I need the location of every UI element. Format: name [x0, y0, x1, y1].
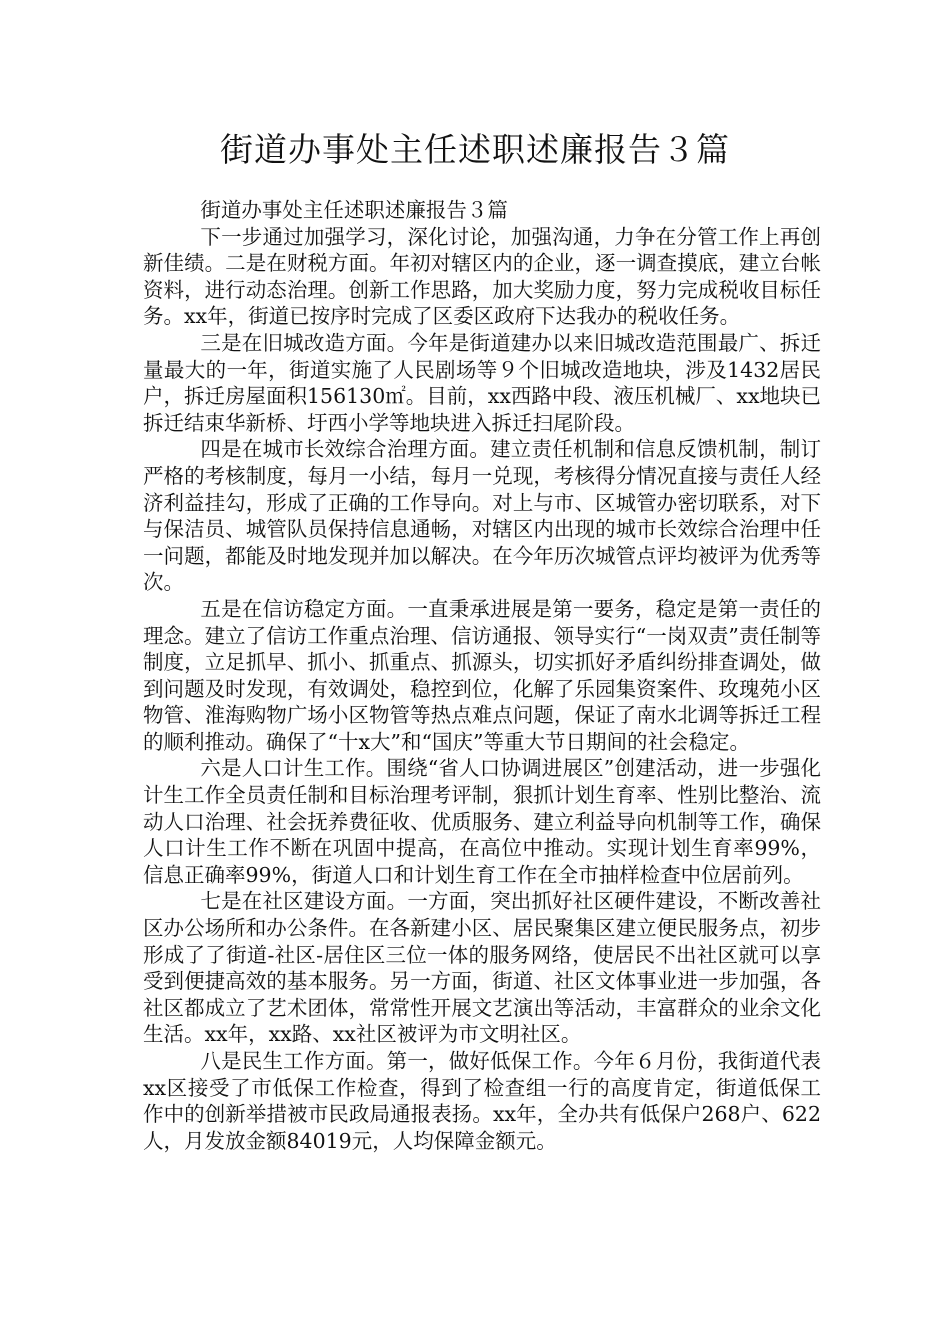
paragraph-subtitle: 街道办事处主任述职述廉报告３篇: [200, 198, 508, 222]
document-body: [143, 197, 821, 1154]
paragraph-petition-stability: 五是在信访稳定方面。一直秉承进展是第一要务，稳定是第一责任的理念。建立了信访工作重点治理、信访通报、领导实行“一岗双责”责任制等制度，立足抓早、抓小、抓重点、抓源头，切实抓好矛盾纠纷排查调处，做到问题及时发现，有效调处，稳控到位，化解了乐园集资案件、玫瑰苑小区物管、淮海购物广场小区物管等热点难点问题，保证了南水北调等拆迁工程的顺利推动。确保了“十x大”和“国庆”等重大节日期间的社会稳定。: [143, 596, 821, 754]
document-title: 街道办事处主任述职述廉报告３篇: [220, 130, 730, 169]
paragraph-community-building: 七是在社区建设方面。一方面，突出抓好社区硬件建设，不断改善社区办公场所和办公条件。在各新建小区、居民聚集区建立便民服务点，初步形成了了街道-社区-居住区三位一体的服务网络，使居民不出社区就可以享受到便捷高效的基本服务。另一方面，街道、社区文体事业进一步加强，各社区都成立了艺术团体，常常性开展文艺演出等活动，丰富群众的业余文化生活。xx年，xx路、xx社区被评为市文明社区。: [143, 889, 821, 1047]
paragraph-family-planning: 六是人口计生工作。围绕“省人口协调进展区”创建活动，进一步强化计生工作全员责任制和目标治理考评制，狠抓计划生育率、性别比整治、流动人口治理、社会抚养费征收、优质服务、建立利益导向机制等工作，确保人口计生工作不断在巩固中提高，在高位中推动。实现计划生育率99%，信息正确率99%，街道人口和计划生育工作在全市抽样检查中位居前列。: [143, 756, 821, 887]
paragraph-livelihood: 八是民生工作方面。第一，做好低保工作。今年６月份，我街道代表xx区接受了市低保工作检查，得到了检查组一行的高度肯定，街道低保工作中的创新举措被市民政局通报表扬。xx年，全办共有低保户268户、622人，月发放金额84019元，人均保障金额元。: [143, 1049, 821, 1153]
paragraph-old-city-renovation: 三是在旧城改造方面。今年是街道建办以来旧城改造范围最广、拆迁量最大的一年，街道实施了人民剧场等９个旧城改造地块，涉及1432居民户，拆迁房屋面积156130㎡。目前，xx西路中段、液压机械厂、xx地块已拆迁结束华新桥、圩西小学等地块进入拆迁扫尾阶段。: [143, 330, 821, 435]
paragraph-next-steps-tax: 下一步通过加强学习，深化讨论，加强沟通，力争在分管工作上再创新佳绩。二是在财税方面。年初对辖区内的企业，逐一调查摸底，建立台帐资料，进行动态治理。创新工作思路，加大奖励力度，努力完成税收目标任务。xx年，街道已按序时完成了区委区政府下达我办的税收任务。: [143, 224, 821, 329]
paragraph-city-management: 四是在城市长效综合治理方面。建立责任机制和信息反馈机制，制订严格的考核制度，每月一小结，每月一兑现，考核得分情况直接与责任人经济利益挂勾，形成了正确的工作导向。对上与市、区城管办密切联系，对下与保洁员、城管队员保持信息通畅，对辖区内出现的城市长效综合治理中任一问题，都能及时地发现并加以解决。在今年历次城管点评均被评为优秀等次。: [143, 437, 821, 595]
